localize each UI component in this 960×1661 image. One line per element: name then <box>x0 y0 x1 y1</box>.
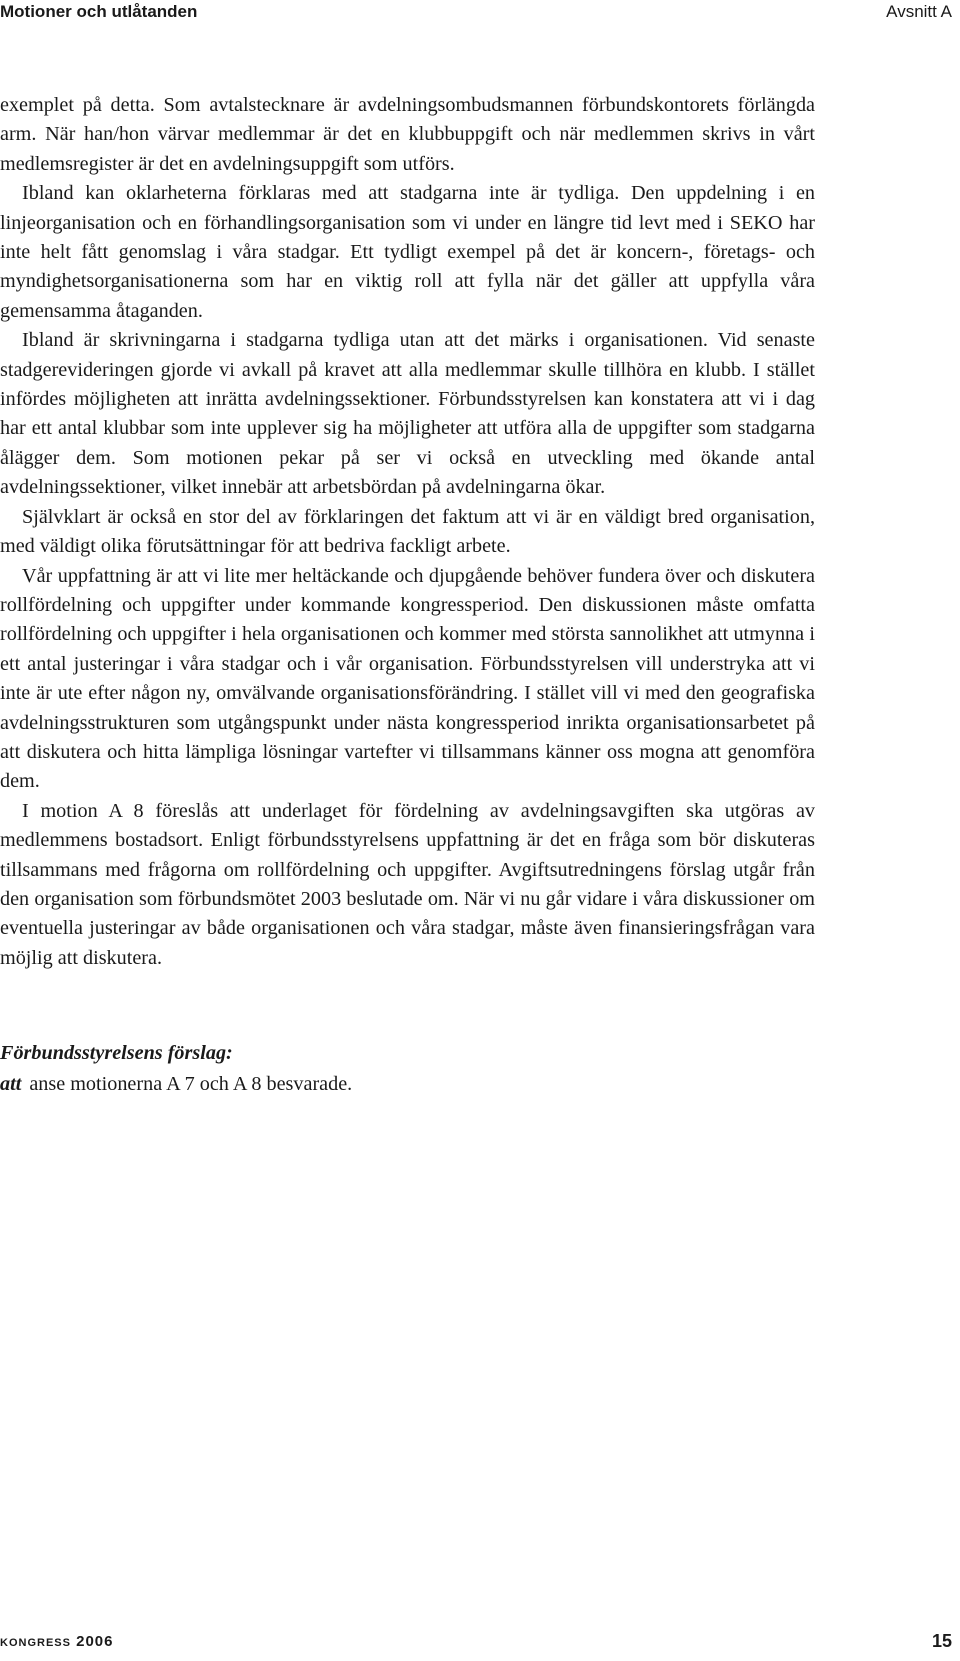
paragraph: Självklart är också en stor del av förklaringen det faktum att vi är en väldigt bred organisation, med väldigt olika förutsättningar för att bedriva fackligt arbete. <box>0 505 815 558</box>
section-label: Avsnitt A <box>886 2 952 21</box>
paragraph: I motion A 8 föreslås att underlaget för fördelning av avdelningsavgiften ska utgöras av medlemmens bostadsort. Enligt förbundsstyrelsens uppfattning är det en fråga som bör diskuteras tillsammans med frågorna om rollfördelning och uppgifter. Avgiftsutredningens förslag utgår från den organisation som förbundsmötet 2003 beslutade om. När vi nu går vidare i våra diskussioner om eventuella justeringar av både organisationen och våra stadgar, måste även finansieringsfrågan vara möjlig att diskutera. <box>0 799 815 969</box>
page-header <box>0 0 960 28</box>
board-proposal <box>0 1038 815 1100</box>
publication-name: kongress 2006 <box>0 1633 114 1650</box>
paragraph: Vår uppfattning är att vi lite mer heltäckande och djupgående behöver fundera över och diskutera rollfördelning och uppgifter under kommande kongressperiod. Den diskussionen måste omfatta rollfördelning och uppgifter i hela organisationen och kommer med största sannolikhet att utmynna i ett antal justeringar i våra stadgar och i vår organisation. Förbundsstyrelsen vill understryka att vi inte är ute efter någon ny, omvälvande organisationsförändring. I stället vill vi med den geografiska avdelningsstrukturen som utgångspunkt under nästa kongressperiod inrikta organisationsarbetet på att diskutera och hitta lämpliga lösningar vartefter vi tillsammans känner oss mogna att genomföra dem. <box>0 564 815 793</box>
proposal-heading: Förbundsstyrelsens förslag: <box>0 1042 233 1064</box>
page-number: 15 <box>931 1631 952 1651</box>
body-text <box>0 91 815 973</box>
att-word: att <box>0 1073 22 1095</box>
section-title: Motioner och utlåtanden <box>0 2 198 21</box>
paragraph: Ibland kan oklarheterna förklaras med att stadgarna inte är tydliga. Den uppdelning i en linjeorganisation och en förhandlingsorganisation som vi under en längre tid levt med i SEKO har inte helt fått genomslag i våra stadgar. Ett tydligt exempel på det är koncern-, företags- och myndighetsorganisationerna som har en viktig roll att fylla när det gäller att uppfylla våra gemensamma åtaganden. <box>0 182 815 322</box>
paragraph: Ibland är skrivningarna i stadgarna tydliga utan att det märks i organisationen. Vid senaste stadgerevideringen gjorde vi avkall på kravet att alla medlemmar skulle tillhöra en klubb. I stället infördes möjligheten att inrätta avdelningssektioner. Förbundsstyrelsen kan konstatera att vi i dag har ett antal klubbar som inte upplever sig ha möjligheter att utföra alla de uppgifter som stadgarna ålägger dem. Som motionen pekar på ser vi också en utveckling med ökande antal avdelningssektioner, vilket innebär att arbetsbördan på avdelningarna ökar. <box>0 329 815 499</box>
page-footer <box>0 1633 960 1655</box>
paragraph: exemplet på detta. Som avtalstecknare är avdelningsombudsmannen förbundskontorets förlängda arm. När han/hon värvar medlemmar är det en klubbuppgift och när medlemmen skrivs in vårt medlemsregister är det en avdelningsuppgift som utförs. <box>0 94 815 175</box>
proposal-text: anse motionerna A 7 och A 8 besvarade. <box>29 1073 353 1095</box>
proposal-line <box>0 1069 815 1100</box>
